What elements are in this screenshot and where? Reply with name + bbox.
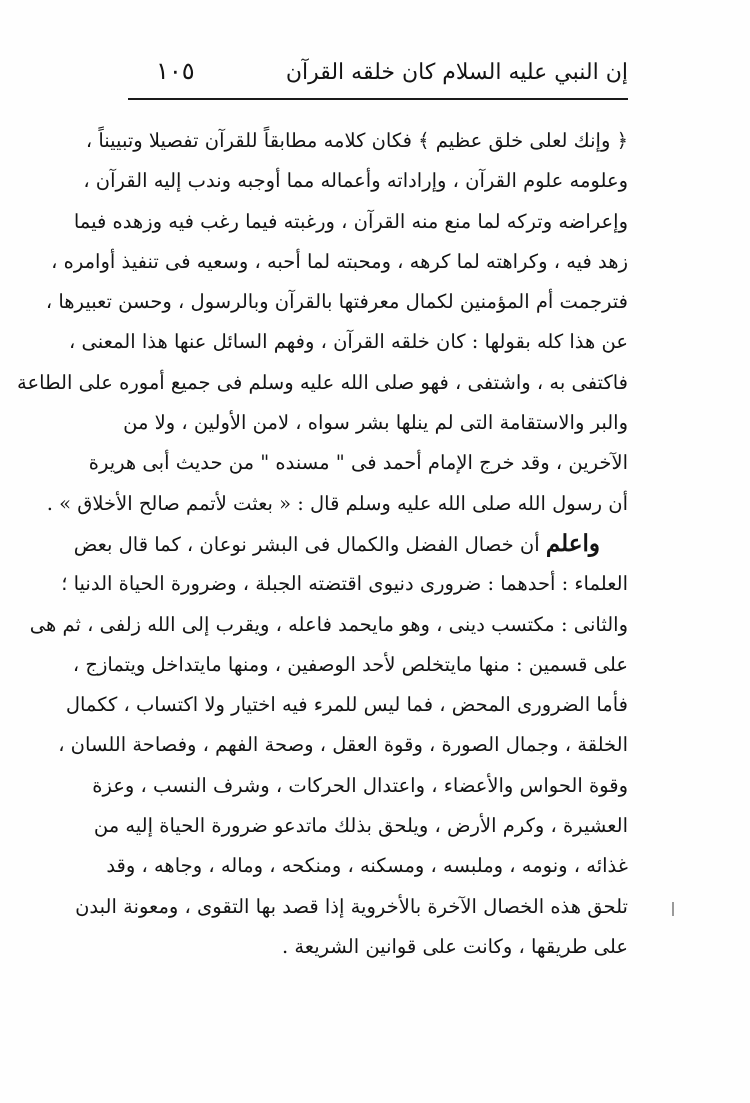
paragraph-lead-word: واعلم (545, 529, 600, 557)
text-line: على طريقها ، وكانت على قوانين الشريعة . (281, 934, 628, 958)
paragraph-first-line (73, 524, 628, 564)
text-line: الآخرين ، وقد خرج الإمام أحمد فى " مسنده " من حديث أبى هريرة (88, 451, 628, 475)
text-line: وقوة الحواس والأعضاء ، واعتدال الحركات ، وشرف النسب ، وعزة (92, 773, 628, 797)
text-line: أن رسول الله صلى الله عليه وسلم قال : « بعثت لأتمم صالح الأخلاق » . (46, 491, 628, 515)
margin-mark (672, 902, 674, 916)
text-line: ﴿ وإنك لعلى خلق عظيم ﴾ فكان كلامه مطابقاً للقرآن تفصيلا وتبييناً ، (85, 129, 628, 152)
text-line: العلماء : أحدهما : ضرورى دنيوى اقتضته الجبلة ، وضرورة الحياة الدنيا ؛ (61, 572, 628, 596)
text-line: على قسمين : منها مايتخلص لأحد الوصفين ، ومنها مايتداخل ويتمازج ، (72, 652, 628, 676)
paragraph-first-line-rest: أن خصال الفضل والكمال فى البشر نوعان ، كما قال بعض (73, 532, 540, 556)
text-line: والبر والاستقامة التى لم ينلها بشر سواه ، لامن الأولين ، ولا من (123, 411, 628, 435)
text-line: عن هذا كله بقولها : كان خلقه القرآن ، وفهم السائل عنها هذا المعنى ، (68, 330, 628, 354)
text-line: وإعراضه وتركه لما منع منه القرآن ، ورغبته فيما رغب فيه وزهده فيما (73, 209, 628, 233)
page-number: ١٠٥ (156, 57, 195, 85)
text-line: الخلقة ، وجمال الصورة ، وقوة العقل ، وصحة الفهم ، وفصاحة اللسان ، (58, 733, 628, 757)
text-line: العشيرة ، وكرم الأرض ، ويلحق بذلك ماتدعو ضرورة الحياة إليه من (93, 814, 628, 838)
text-line: زهد فيه ، وكراهته لما كرهه ، ومحبته لما أحبه ، وسعيه فى تنفيذ أوامره ، (51, 249, 628, 273)
text-line: فترجمت أم المؤمنين لكمال معرفتها بالقرآن وبالرسول ، وحسن تعبيرها ، (45, 290, 628, 314)
running-title: إن النبي عليه السلام كان خلقه القرآن (285, 60, 628, 85)
text-line: تلحق هذه الخصال الآخرة بالأخروية إذا قصد بها التقوى ، ومعونة البدن (75, 894, 628, 918)
body-text (17, 121, 628, 967)
text-line: فأما الضرورى المحض ، فما ليس للمرء فيه اختيار ولا اكتساب ، ككمال (65, 693, 628, 717)
header-rule (128, 98, 628, 100)
text-line: والثانى : مكتسب دينى ، وهو مايحمد فاعله ، ويقرب إلى الله زلفى ، ثم هى (29, 612, 628, 636)
text-line: وعلومه علوم القرآن ، وإراداته وأعماله مما أوجبه وندب إليه القرآن ، (83, 169, 628, 193)
text-line: فاكتفى به ، واشتفى ، فهو صلى الله عليه وسلم فى جميع أموره على الطاعة (17, 370, 628, 394)
text-line: غذائه ، ونومه ، وملبسه ، ومسكنه ، ومنكحه ، وماله ، وجاهه ، وقد (106, 854, 628, 878)
page-header (128, 52, 628, 96)
